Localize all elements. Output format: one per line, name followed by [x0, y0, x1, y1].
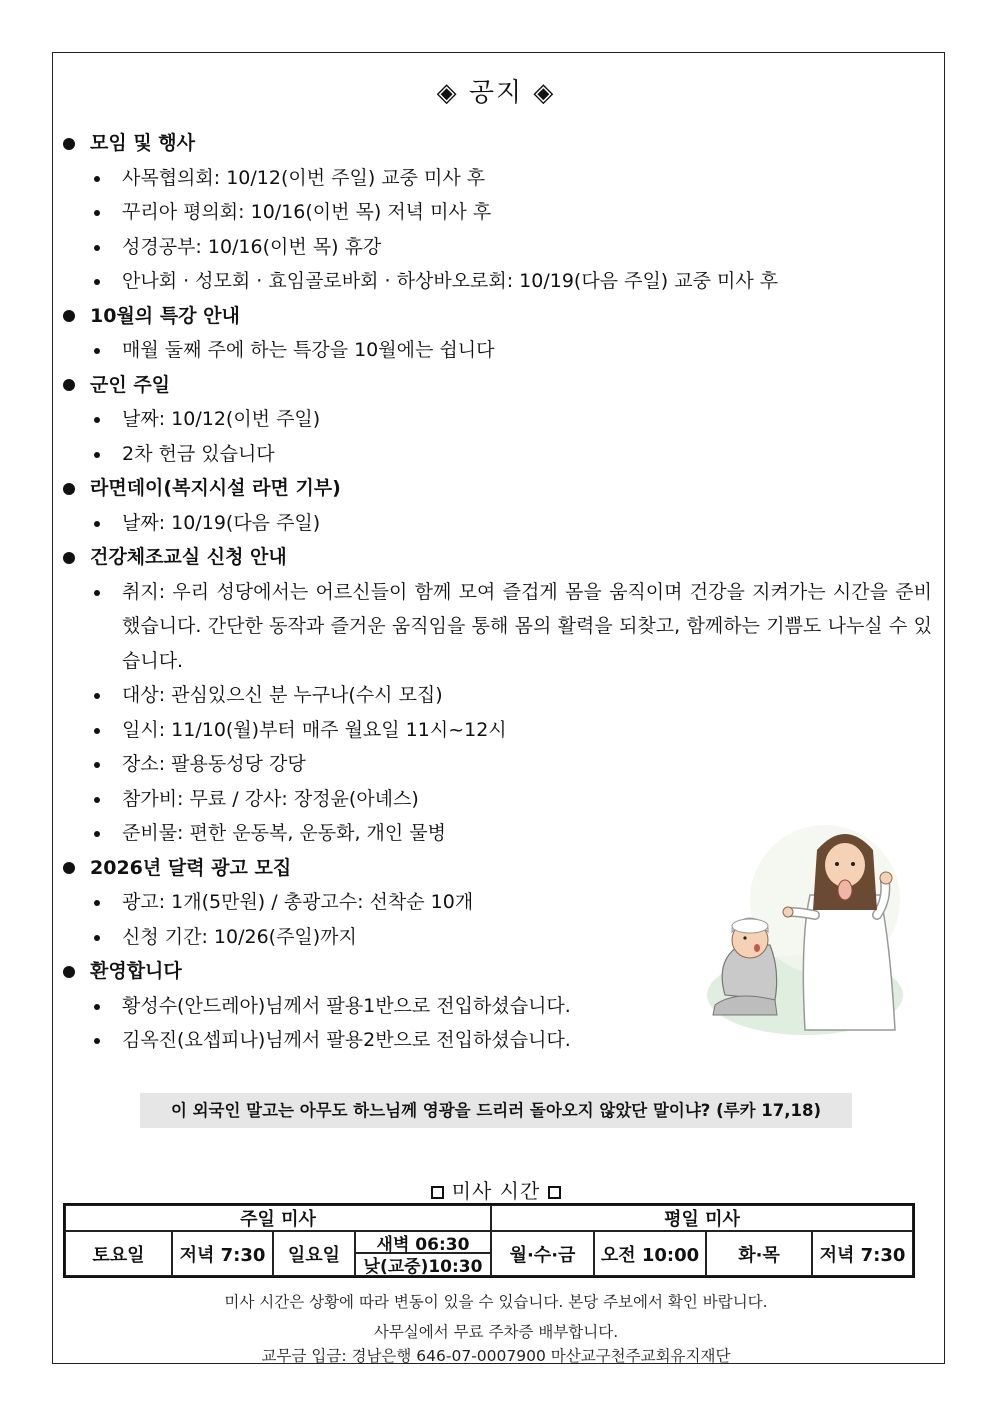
list-item: 2차 헌금 있습니다	[60, 437, 940, 472]
jesus-illustration	[705, 820, 905, 1035]
list-item: 광고: 1개(5만원) / 총광고수: 선착순 10개	[60, 885, 940, 920]
list-item: 일시: 11/10(월)부터 매주 월요일 11시~12시	[60, 713, 940, 748]
scripture-quote	[140, 1093, 852, 1128]
weekday-mass-header: 평일 미사	[491, 1205, 913, 1231]
checkbox-square-icon	[431, 1186, 444, 1199]
section-heading-military: 군인 주일	[60, 368, 940, 403]
section-heading-exercise: 건강체조교실 신청 안내	[60, 540, 940, 575]
list-item: 안나회 · 성모회 · 효임골로바회 · 하상바오로회: 10/19(다음 주일) 교중 미사 후	[60, 264, 940, 299]
list-item: 사목협의회: 10/12(이번 주일) 교중 미사 후	[60, 161, 940, 196]
sunday-time-dawn: 새벽 06:30	[355, 1231, 491, 1253]
list-item: 장소: 팔용동성당 강당	[60, 747, 940, 782]
mass-title-text: 미사 시간	[451, 1179, 541, 1203]
section-heading-meeting: 모임 및 행사	[60, 126, 940, 161]
list-item: 매월 둘째 주에 하는 특강을 10월에는 쉽니다	[60, 333, 940, 368]
list-item: 김옥진(요셉피나)님께서 팔용2반으로 전입하셨습니다.	[60, 1023, 940, 1058]
tue-thu-time: 저녁 7:30	[812, 1231, 913, 1276]
quote-reference: (루카 17,18)	[716, 1101, 822, 1120]
saturday-time: 저녁 7:30	[172, 1231, 273, 1276]
section-heading-ramen: 라면데이(복지시설 라면 기부)	[60, 471, 940, 506]
sunday-time-noon: 낮(교중)10:30	[355, 1253, 491, 1276]
section-heading-calendar: 2026년 달력 광고 모집	[60, 851, 940, 886]
parking-notice: 사무실에서 무료 주차증 배부합니다.	[373, 1323, 619, 1341]
mass-schedule-title	[0, 1175, 992, 1204]
section-heading-welcome: 환영합니다	[60, 954, 940, 989]
mass-schedule-table	[63, 1203, 915, 1278]
list-item: 신청 기간: 10/26(주일)까지	[60, 920, 940, 955]
list-item: 대상: 관심있으신 분 누구나(수시 모집)	[60, 678, 940, 713]
sunday-mass-header: 주일 미사	[65, 1205, 491, 1231]
tue-thu-label: 화·목	[706, 1231, 812, 1276]
list-item: 꾸리아 평의회: 10/16(이번 목) 저녁 미사 후	[60, 195, 940, 230]
section-heading-lecture: 10월의 특강 안내	[60, 299, 940, 334]
mon-wed-fri-time: 오전 10:00	[594, 1231, 706, 1276]
list-item: 참가비: 무료 / 강사: 장정윤(아녜스)	[60, 782, 940, 817]
list-item: 날짜: 10/19(다음 주일)	[60, 506, 940, 541]
list-item: 준비물: 편한 운동복, 운동화, 개인 물병	[60, 816, 940, 851]
mass-notice: 미사 시간은 상황에 따라 변동이 있을 수 있습니다. 본당 주보에서 확인 바랍니다.	[224, 1293, 768, 1311]
checkbox-square-icon	[548, 1186, 561, 1199]
quote-text: 이 외국인 말고는 아무도 하느님께 영광을 드리러 돌아오지 않았단 말이냐?	[170, 1101, 711, 1120]
sunday-label: 일요일	[273, 1231, 355, 1276]
list-item: 황성수(안드레아)님께서 팔용1반으로 전입하셨습니다.	[60, 989, 940, 1024]
list-item: 날짜: 10/12(이번 주일)	[60, 402, 940, 437]
saturday-label: 토요일	[65, 1231, 172, 1276]
mon-wed-fri-label: 월·수·금	[491, 1231, 594, 1276]
donation-account: 교무금 입금: 경남은행 646-07-0007900 마산교구천주교회유지재단	[261, 1347, 731, 1365]
list-item: 취지: 우리 성당에서는 어르신들이 함께 모여 즐겁게 몸을 움직이며 건강을 지켜가는 시간을 준비했습니다. 간단한 동작과 즐거운 움직임을 통해 몸의 활력을 되찾고, 함께하는 기쁨도 나누실 수 있습니다.	[60, 575, 940, 679]
page-title: ◈ 공지 ◈	[436, 78, 556, 108]
list-item: 성경공부: 10/16(이번 목) 휴강	[60, 230, 940, 265]
